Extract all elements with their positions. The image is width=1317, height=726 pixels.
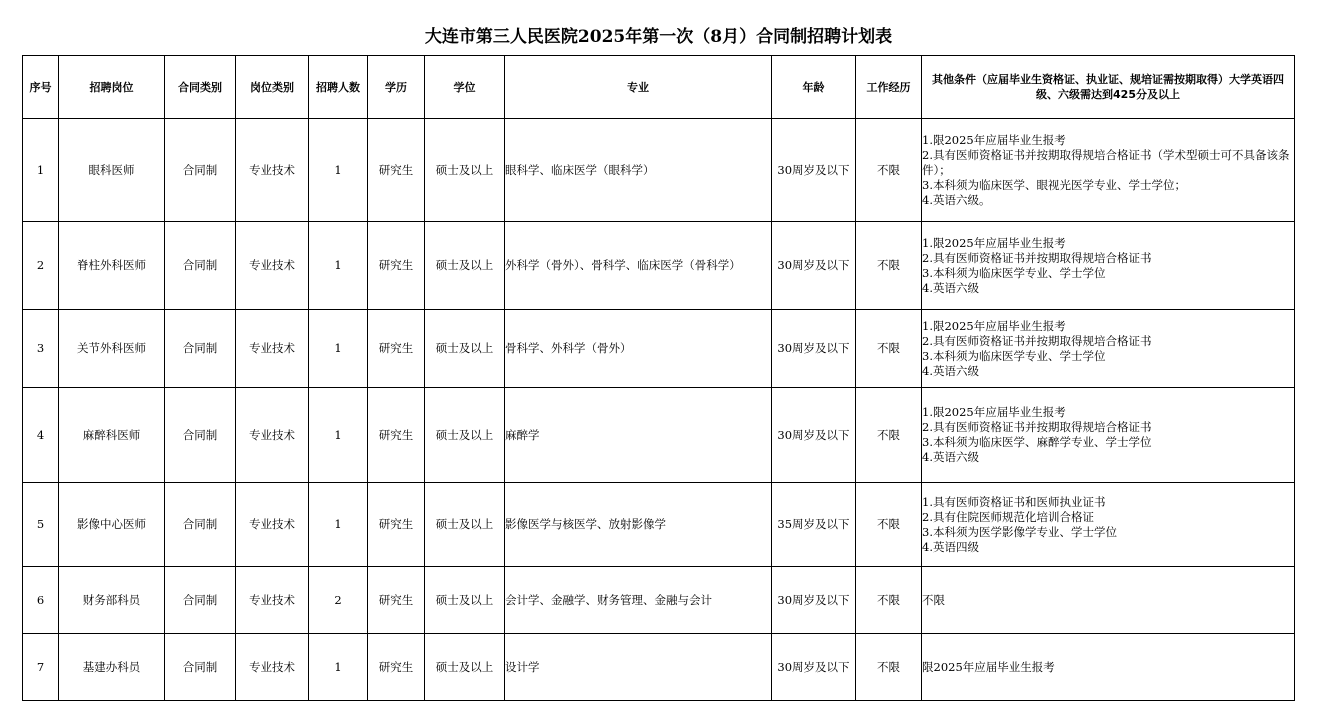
- cell-age: 30周岁及以下: [772, 388, 856, 483]
- table-row: [23, 388, 1295, 483]
- cell-position-type: 专业技术: [236, 567, 309, 634]
- cell-contract-type: 合同制: [165, 222, 236, 310]
- cell-other-conditions: [922, 119, 1295, 222]
- cell-position-type: 专业技术: [236, 119, 309, 222]
- cell-experience: 不限: [856, 119, 922, 222]
- cell-position: 关节外科医师: [59, 310, 165, 388]
- cell-count: 1: [309, 119, 368, 222]
- condition-line: 1.限2025年应届毕业生报考: [922, 318, 1066, 333]
- recruitment-table: [22, 55, 1295, 701]
- cell-other-conditions: [922, 483, 1295, 567]
- cell-education: 研究生: [368, 483, 425, 567]
- cell-major: 会计学、金融学、财务管理、金融与会计: [505, 567, 772, 634]
- table-row: [23, 310, 1295, 388]
- cell-position: 麻醉科医师: [59, 388, 165, 483]
- cell-age: 30周岁及以下: [772, 567, 856, 634]
- cell-degree: 硕士及以上: [425, 388, 505, 483]
- cell-degree: 硕士及以上: [425, 567, 505, 634]
- condition-line: 1.具有医师资格证书和医师执业证书: [922, 494, 1106, 509]
- header-position-type: 岗位类别: [236, 56, 309, 119]
- cell-age: 30周岁及以下: [772, 634, 856, 701]
- cell-education: 研究生: [368, 222, 425, 310]
- cell-count: 1: [309, 634, 368, 701]
- cell-position-type: 专业技术: [236, 634, 309, 701]
- cell-experience: 不限: [856, 310, 922, 388]
- cell-education: 研究生: [368, 310, 425, 388]
- condition-line: 3.本科须为临床医学专业、学士学位: [922, 348, 1106, 363]
- cell-education: 研究生: [368, 388, 425, 483]
- cell-position: 脊柱外科医师: [59, 222, 165, 310]
- condition-line: 1.限2025年应届毕业生报考: [922, 235, 1066, 250]
- cell-major: 眼科学、临床医学（眼科学）: [505, 119, 772, 222]
- cell-seq: 3: [23, 310, 59, 388]
- condition-line: 4.英语六级: [922, 363, 979, 378]
- cell-education: 研究生: [368, 634, 425, 701]
- cell-age: 30周岁及以下: [772, 119, 856, 222]
- table-row: [23, 119, 1295, 222]
- header-other-conditions: 其他条件（应届毕业生资格证、执业证、规培证需按期取得）大学英语四级、六级需达到425分及以上: [922, 56, 1295, 119]
- cell-position: 基建办科员: [59, 634, 165, 701]
- condition-line: 4.英语六级。: [922, 192, 991, 207]
- condition-line: 3.本科须为临床医学专业、学士学位: [922, 265, 1106, 280]
- condition-line: 3.本科须为临床医学、麻醉学专业、学士学位: [922, 435, 1152, 449]
- header-position: 招聘岗位: [59, 56, 165, 119]
- cell-major: 骨科学、外科学（骨外）: [505, 310, 772, 388]
- cell-age: 35周岁及以下: [772, 483, 856, 567]
- cell-count: 1: [309, 310, 368, 388]
- cell-seq: 7: [23, 634, 59, 701]
- cell-degree: 硕士及以上: [425, 222, 505, 310]
- table-row: [23, 222, 1295, 310]
- cell-position-type: 专业技术: [236, 222, 309, 310]
- condition-line: 3.本科须为医学影像学专业、学士学位: [922, 524, 1117, 539]
- cell-degree: 硕士及以上: [425, 119, 505, 222]
- condition-line: 2.具有医师资格证书并按期取得规培合格证书（学术型硕士可不具备该条件）；: [922, 147, 1290, 177]
- cell-other-conditions: [922, 222, 1295, 310]
- cell-experience: 不限: [856, 634, 922, 701]
- condition-line: 2.具有住院医师规范化培训合格证: [922, 509, 1094, 524]
- header-degree: 学位: [425, 56, 505, 119]
- cell-count: 2: [309, 567, 368, 634]
- cell-degree: 硕士及以上: [425, 483, 505, 567]
- condition-line: 1.限2025年应届毕业生报考: [922, 405, 1066, 419]
- cell-other-conditions: [922, 310, 1295, 388]
- header-age: 年龄: [772, 56, 856, 119]
- cell-education: 研究生: [368, 567, 425, 634]
- cell-other-conditions: [922, 388, 1295, 483]
- cell-seq: 4: [23, 388, 59, 483]
- page-title: 大连市第三人民医院2025年第一次（8月）合同制招聘计划表: [424, 27, 893, 47]
- table-row: [23, 567, 1295, 634]
- header-contract-type: 合同类别: [165, 56, 236, 119]
- condition-line: 3.本科须为临床医学、眼视光医学专业、学士学位；: [922, 177, 1186, 192]
- condition-line: 4.英语四级: [922, 539, 979, 554]
- cell-seq: 5: [23, 483, 59, 567]
- cell-count: 1: [309, 483, 368, 567]
- cell-experience: 不限: [856, 388, 922, 483]
- header-major: 专业: [505, 56, 772, 119]
- cell-major: 麻醉学: [505, 388, 772, 483]
- cell-position-type: 专业技术: [236, 388, 309, 483]
- cell-contract-type: 合同制: [165, 310, 236, 388]
- cell-age: 30周岁及以下: [772, 310, 856, 388]
- cell-degree: 硕士及以上: [425, 310, 505, 388]
- header-experience: 工作经历: [856, 56, 922, 119]
- condition-line: 2.具有医师资格证书并按期取得规培合格证书: [922, 420, 1152, 434]
- cell-position-type: 专业技术: [236, 483, 309, 567]
- cell-seq: 2: [23, 222, 59, 310]
- header-count: 招聘人数: [309, 56, 368, 119]
- header-education: 学历: [368, 56, 425, 119]
- condition-line: 4.英语六级: [922, 280, 979, 295]
- cell-education: 研究生: [368, 119, 425, 222]
- cell-other-conditions: [922, 567, 1295, 634]
- cell-position-type: 专业技术: [236, 310, 309, 388]
- cell-position: 影像中心医师: [59, 483, 165, 567]
- table-row: [23, 483, 1295, 567]
- cell-other-conditions: [922, 634, 1295, 701]
- header-row: [23, 56, 1295, 119]
- cell-contract-type: 合同制: [165, 119, 236, 222]
- cell-contract-type: 合同制: [165, 388, 236, 483]
- cell-experience: 不限: [856, 222, 922, 310]
- header-seq: 序号: [23, 56, 59, 119]
- condition-line: 限2025年应届毕业生报考: [922, 659, 1055, 674]
- cell-degree: 硕士及以上: [425, 634, 505, 701]
- cell-seq: 1: [23, 119, 59, 222]
- cell-position: 财务部科员: [59, 567, 165, 634]
- cell-major: 设计学: [505, 634, 772, 701]
- cell-contract-type: 合同制: [165, 634, 236, 701]
- table-row: [23, 634, 1295, 701]
- cell-count: 1: [309, 222, 368, 310]
- cell-seq: 6: [23, 567, 59, 634]
- cell-major: 影像医学与核医学、放射影像学: [505, 483, 772, 567]
- condition-line: 2.具有医师资格证书并按期取得规培合格证书: [922, 250, 1152, 265]
- cell-major: 外科学（骨外）、骨科学、临床医学（骨科学）: [505, 222, 772, 310]
- condition-line: 不限: [922, 592, 945, 607]
- cell-age: 30周岁及以下: [772, 222, 856, 310]
- cell-contract-type: 合同制: [165, 483, 236, 567]
- cell-position: 眼科医师: [59, 119, 165, 222]
- cell-contract-type: 合同制: [165, 567, 236, 634]
- cell-count: 1: [309, 388, 368, 483]
- cell-experience: 不限: [856, 483, 922, 567]
- condition-line: 2.具有医师资格证书并按期取得规培合格证书: [922, 333, 1152, 348]
- condition-line: 1.限2025年应届毕业生报考: [922, 132, 1066, 147]
- condition-line: 4.英语六级: [922, 450, 979, 464]
- cell-experience: 不限: [856, 567, 922, 634]
